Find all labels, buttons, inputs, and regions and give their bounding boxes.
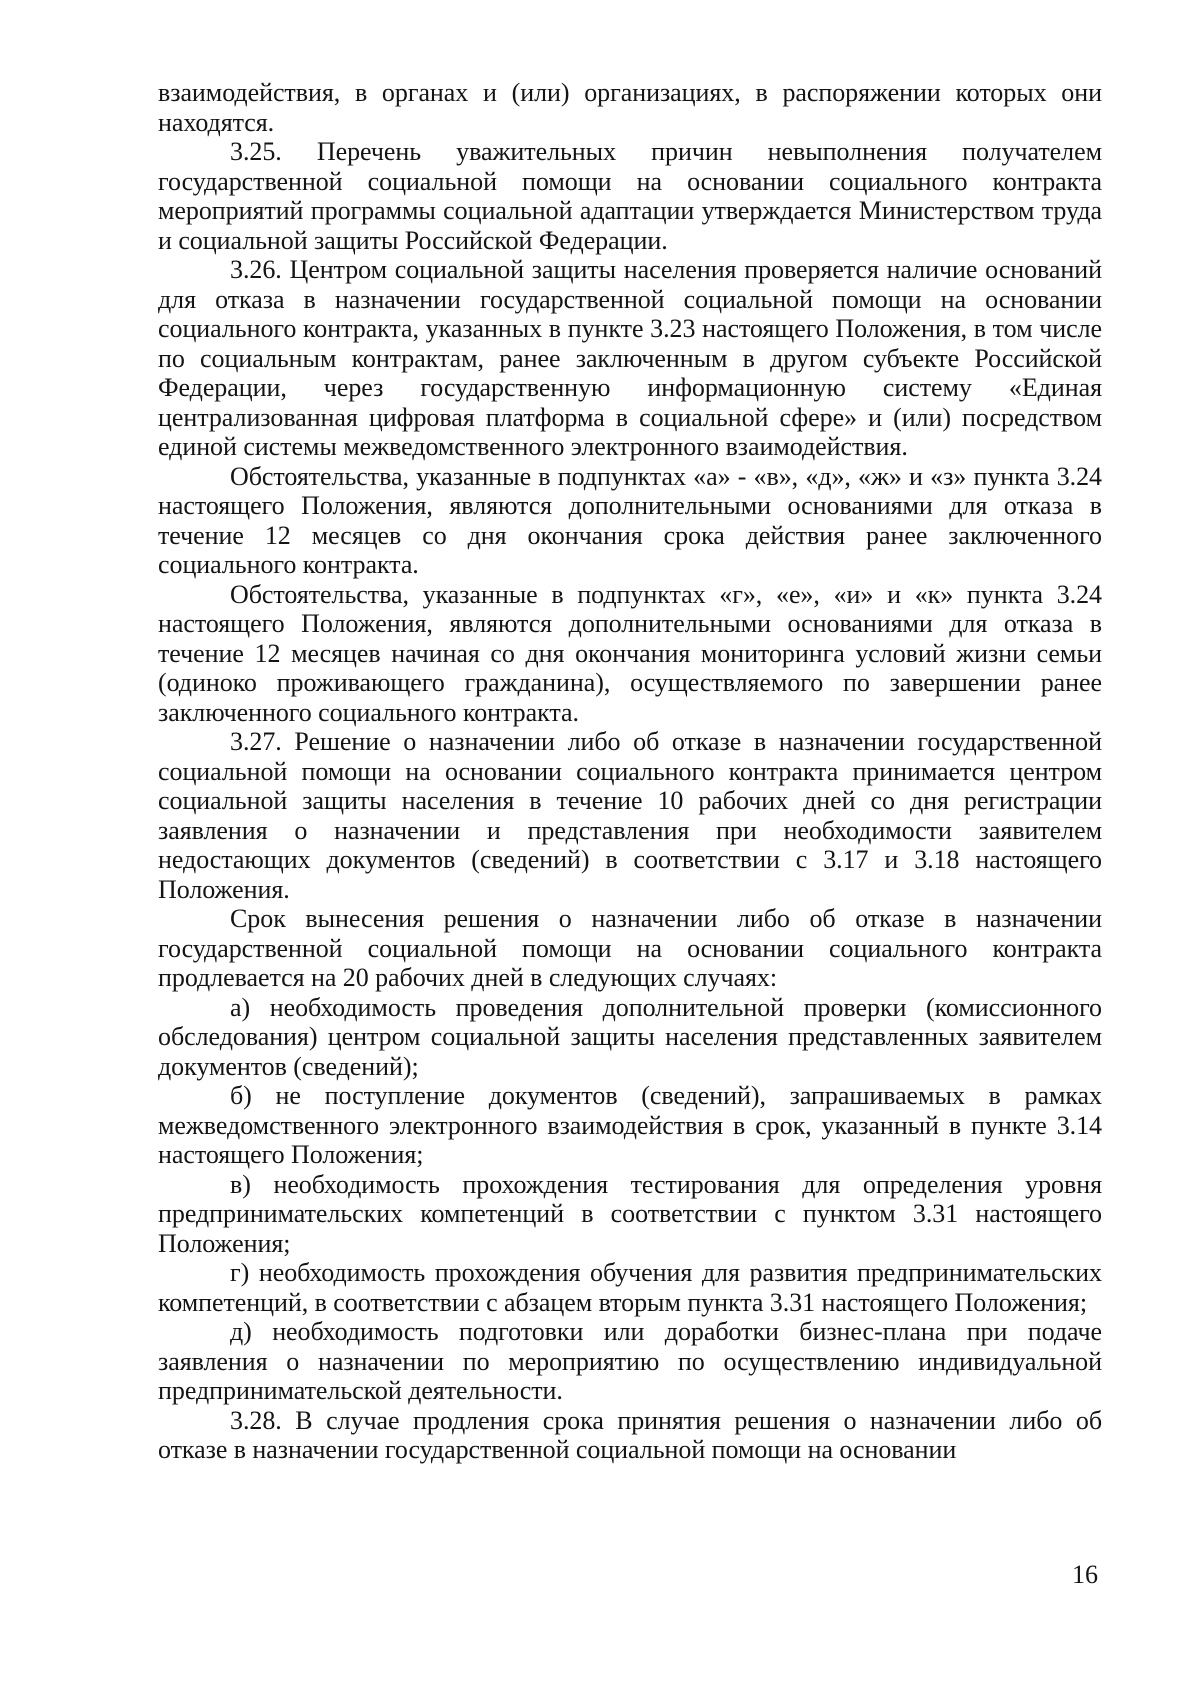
paragraph-3-28: 3.28. В случае продления срока принятия решения о назначении либо об отказе в назначении государственной социальной помощи на основании	[158, 1405, 1102, 1464]
paragraph-3-26: 3.26. Центром социальной защиты населения проверяется наличие оснований для отказа в назначении государственной социальной помощи на основании социального контракта, указанных в пункте 3.23 настоящего Положения, в том числе по социальным контрактам, ранее заключенным в другом субъекте Российской Федерации, через государственную информационную систему «Единая централизованная цифровая платформа в социальной сфере» и (или) посредством единой системы межведомственного электронного взаимодействия.	[158, 255, 1102, 461]
paragraph-3-26-circumstances-2: Обстоятельства, указанные в подпунктах «г», «е», «и» и «к» пункта 3.24 настоящего Положения, являются дополнительными основаниями для отказа в течение 12 месяцев начиная со дня окончания мониторинга условий жизни семьи (одиноко проживающего гражданина), осуществляемого по завершении ранее заключенного социального контракта.	[158, 579, 1102, 727]
body-text	[158, 78, 1102, 1465]
list-item-g: г) необходимость прохождения обучения для развития предпринимательских компетенций, в соответствии с абзацем вторым пункта 3.31 настоящего Положения;	[158, 1258, 1102, 1317]
list-item-b: б) не поступление документов (сведений), запрашиваемых в рамках межведомственного электронного взаимодействия в срок, указанный в пункте 3.14 настоящего Положения;	[158, 1081, 1102, 1169]
list-item-a: а) необходимость проведения дополнительной проверки (комиссионного обследования) центром социальной защиты населения представленных заявителем документов (сведений);	[158, 992, 1102, 1081]
paragraph-3-27-extension: Срок вынесения решения о назначении либо об отказе в назначении государственной социальной помощи на основании социального контракта продлевается на 20 рабочих дней в следующих случаях:	[158, 904, 1102, 992]
paragraph-3-25: 3.25. Перечень уважительных причин невыполнения получателем государственной социальной помощи на основании социального контракта мероприятий программы социальной адаптации утверждается Министерством труда и социальной защиты Российской Федерации.	[158, 137, 1102, 255]
paragraph-continuation: взаимодействия, в органах и (или) организациях, в распоряжении которых они находятся.	[158, 78, 1102, 137]
paragraph-3-26-circumstances-1: Обстоятельства, указанные в подпунктах «а» - «в», «д», «ж» и «з» пункта 3.24 настоящего Положения, являются дополнительными основаниями для отказа в течение 12 месяцев со дня окончания срока действия ранее заключенного социального контракта.	[158, 461, 1102, 579]
list-item-v: в) необходимость прохождения тестирования для определения уровня предпринимательских компетенций в соответствии с пунктом 3.31 настоящего Положения;	[158, 1169, 1102, 1258]
paragraph-3-27: 3.27. Решение о назначении либо об отказе в назначении государственной социальной помощи на основании социального контракта принимается центром социальной защиты населения в течение 10 рабочих дней со дня регистрации заявления о назначении и представления при необходимости заявителем недостающих документов (сведений) в соответствии с 3.17 и 3.18 настоящего Положения.	[158, 727, 1102, 904]
page-number: 16	[1072, 1560, 1098, 1589]
list-item-d: д) необходимость подготовки или доработки бизнес-плана при подаче заявления о назначении по мероприятию по осуществлению индивидуальной предпринимательской деятельности.	[158, 1317, 1102, 1405]
